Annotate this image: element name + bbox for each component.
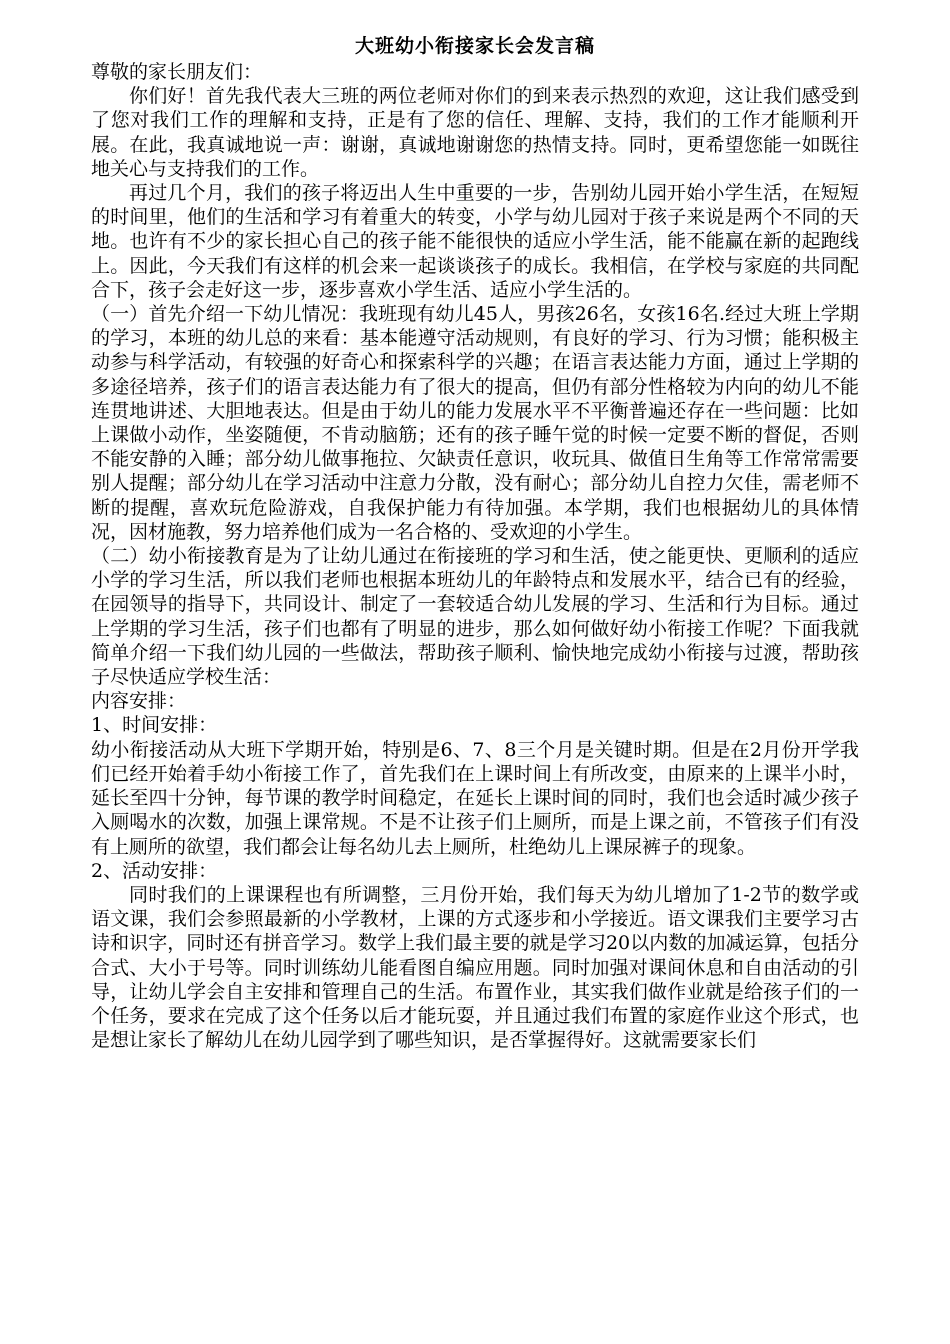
- heading-activity-arrangement: 2、活动安排：: [91, 859, 218, 882]
- paragraph-section-two: （二）幼小衔接教育是为了让幼儿通过在衔接班的学习和生活，使之能更快、更顺利的适应小学的学习生活，所以我们老师也根据本班幼儿的年龄特点和发展水平，结合已有的经验，在园领导的指导下，共同设计、制定了一套较适合幼儿发展的学习、生活和行为目标。通过上学期的学习生活，孩子们也都有了明显的进步，那么如何做好幼小衔接工作呢？下面我就简单介绍一下我们幼儿园的一些做法，帮助孩子顺利、愉快地完成幼小衔接与过渡，帮助孩子尽快适应学校生活：: [91, 545, 859, 689]
- paragraph-section-one: （一）首先介绍一下幼儿情况：我班现有幼儿45人，男孩26名，女孩16名.经过大班上学期的学习，本班的幼儿总的来看：基本能遵守活动规则，有良好的学习、行为习惯；能积极主动参与科学活动，有较强的好奇心和探索科学的兴趣；在语言表达能力方面，通过上学期的多途径培养，孩子们的语言表达能力有了很大的提高，但仍有部分性格较为内向的幼儿不能连贯地讲述、大胆地表达。但是由于幼儿的能力发展水平不平衡普遍还存在一些问题：比如上课做小动作，坐姿随便，不肯动脑筋；还有的孩子睡午觉的时候一定要不断的督促，否则不能安静的入睡；部分幼儿做事拖拉、欠缺责任意识，收玩具、做值日生角等工作常常需要别人提醒；部分幼儿在学习活动中注意力分散，没有耐心；部分幼儿自控力欠佳，需老师不断的提醒，喜欢玩危险游戏，自我保护能力有待加强。本学期，我们也根据幼儿的具体情况，因材施教，努力培养他们成为一名合格的、受欢迎的小学生。: [91, 303, 859, 543]
- paragraph-welcome: 你们好！首先我代表大三班的两位老师对你们的到来表示热烈的欢迎，这让我们感受到了您对我们工作的理解和支持，正是有了您的信任、理解、支持，我们的工作才能顺利开展。在此，我真诚地说一声：谢谢，真诚地谢谢您的热情支持。同时，更希望您能一如既往地关心与支持我们的工作。: [91, 85, 859, 180]
- paragraph-time-arrangement: 幼小衔接活动从大班下学期开始，特别是6、7、8三个月是关键时期。但是在2月份开学我们已经开始着手幼小衔接工作了，首先我们在上课时间上有所改变，由原来的上课半小时，延长至四十分钟，每节课的教学时间稳定，在延长上课时间的同时，我们也会适时减少孩子入厕喝水的次数，加强上课常规。不是不让孩子们上厕所，而是上课之前，不管孩子们有没有上厕所的欲望，我们都会让每名幼儿去上厕所，杜绝幼儿上课尿裤子的现象。: [91, 738, 859, 858]
- document-page: [91, 34, 859, 1052]
- heading-time-arrangement: 1、时间安排：: [91, 714, 218, 737]
- heading-content-arrangement: 内容安排：: [91, 690, 187, 713]
- salutation: 尊敬的家长朋友们：: [91, 61, 263, 83]
- paragraph-transition: 再过几个月，我们的孩子将迈出人生中重要的一步，告别幼儿园开始小学生活，在短短的时间里，他们的生活和学习有着重大的转变，小学与幼儿园对于孩子来说是两个不同的天地。也许有不少的家长担心自己的孩子能不能很快的适应小学生活，能不能赢在新的起跑线上。因此，今天我们有这样的机会来一起谈谈孩子的成长。我相信，在学校与家庭的共同配合下，孩子会走好这一步，逐步喜欢小学生活、适应小学生活的。: [91, 182, 859, 301]
- document-title: 大班幼小衔接家长会发言稿: [354, 35, 595, 57]
- paragraph-activity-arrangement: 同时我们的上课课程也有所调整，三月份开始，我们每天为幼儿增加了1-2节的数学或语文课，我们会参照最新的小学教材，上课的方式逐步和小学接近。语文课我们主要学习古诗和识字，同时还有拼音学习。数学上我们最主要的就是学习20以内数的加减运算，包括分合式、大小于号等。同时训练幼儿能看图自编应用题。同时加强对课间休息和自由活动的引导，让幼儿学会自主安排和管理自己的生活。布置作业，其实我们做作业就是给孩子们的一个任务，要求在完成了这个任务以后才能玩耍，并且通过我们布置的家庭作业这个形式，也是想让家长了解幼儿在幼儿园学到了哪些知识，是否掌握得好。这就需要家长们: [91, 883, 859, 1052]
